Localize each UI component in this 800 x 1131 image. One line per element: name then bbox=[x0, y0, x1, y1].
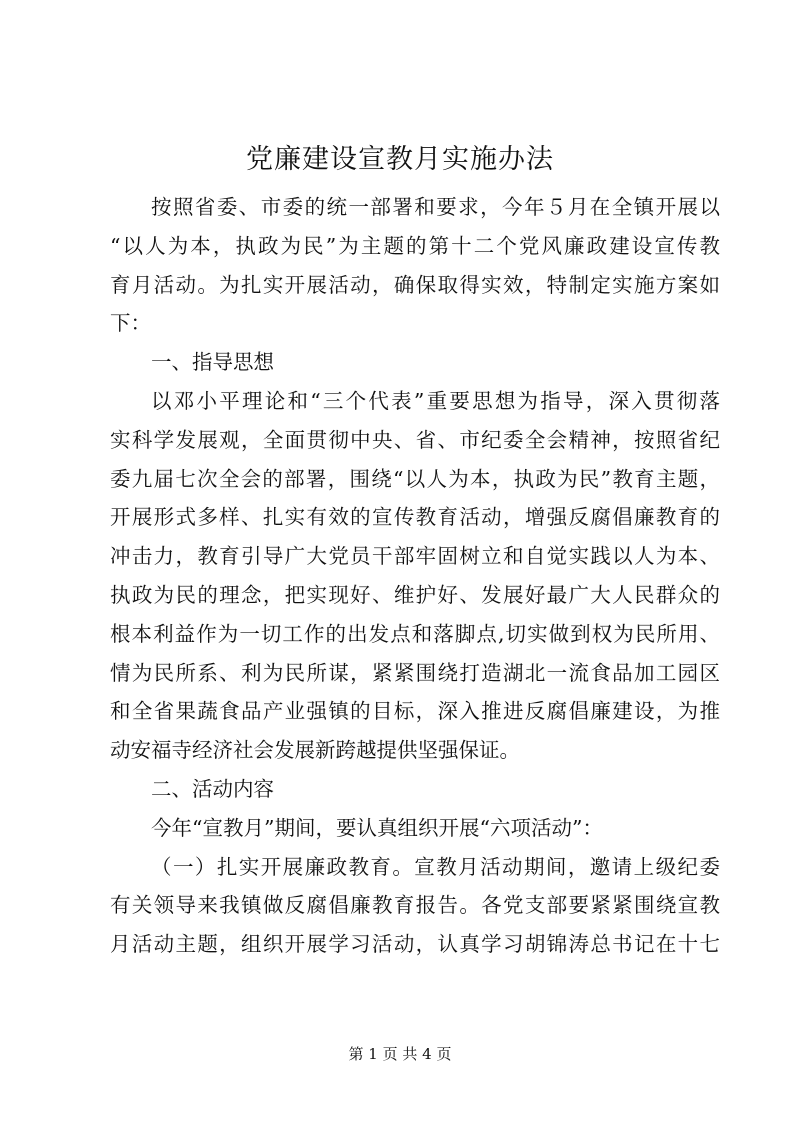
text-line: 动安福寺经济社会发展新跨越提供坚强保证。 bbox=[110, 738, 520, 763]
text-line: 委九届七次全会的部署，围绕“以人为本，执政为民”教育主题， bbox=[110, 466, 720, 491]
page-title: 党廉建设宣教月实施办法 bbox=[246, 144, 554, 175]
body-text bbox=[110, 188, 720, 964]
text-line: 有关领导来我镇做反腐倡廉教育报告。各党支部要紧紧围绕宣教 bbox=[110, 893, 720, 918]
text-line: 根本利益作为一切工作的出发点和落脚点,切实做到权为民所用、 bbox=[110, 621, 720, 646]
text-line: 开展形式多样、扎实有效的宣传教育活动，增强反腐倡廉教育的 bbox=[110, 505, 720, 530]
text-line: 和全省果蔬食品产业强镇的目标，深入推进反腐倡廉建设，为推 bbox=[110, 699, 720, 724]
text-line: 执政为民的理念，把实现好、维护好、发展好最广大人民群众的 bbox=[110, 582, 720, 607]
text-line: “以人为本，执政为民”为主题的第十二个党风廉政建设宣传教 bbox=[110, 233, 720, 258]
text-line: 下： bbox=[110, 311, 151, 336]
text-line: 一、指导思想 bbox=[151, 350, 274, 375]
text-line: 以邓小平理论和“三个代表”重要思想为指导，深入贯彻落 bbox=[151, 388, 720, 413]
text-line: 今年“宣教月”期间，要认真组织开展“六项活动”： bbox=[151, 815, 603, 840]
text-line: （一）扎实开展廉政教育。宣教月活动期间，邀请上级纪委 bbox=[151, 854, 720, 879]
text-line: 育月活动。为扎实开展活动，确保取得实效，特制定实施方案如 bbox=[110, 272, 720, 297]
page-footer: 第 1 页 共 4 页 bbox=[348, 1045, 452, 1063]
text-line: 冲击力，教育引导广大党员干部牢固树立和自觉实践以人为本、 bbox=[110, 544, 720, 569]
text-line: 实科学发展观，全面贯彻中央、省、市纪委全会精神，按照省纪 bbox=[110, 427, 720, 452]
text-line: 二、活动内容 bbox=[151, 776, 274, 801]
text-line: 情为民所系、利为民所谋，紧紧围绕打造湖北一流食品加工园区 bbox=[110, 660, 720, 685]
text-line: 月活动主题，组织开展学习活动，认真学习胡锦涛总书记在十七 bbox=[110, 932, 720, 957]
text-line: 按照省委、市委的统一部署和要求，今年５月在全镇开展以 bbox=[151, 195, 720, 219]
